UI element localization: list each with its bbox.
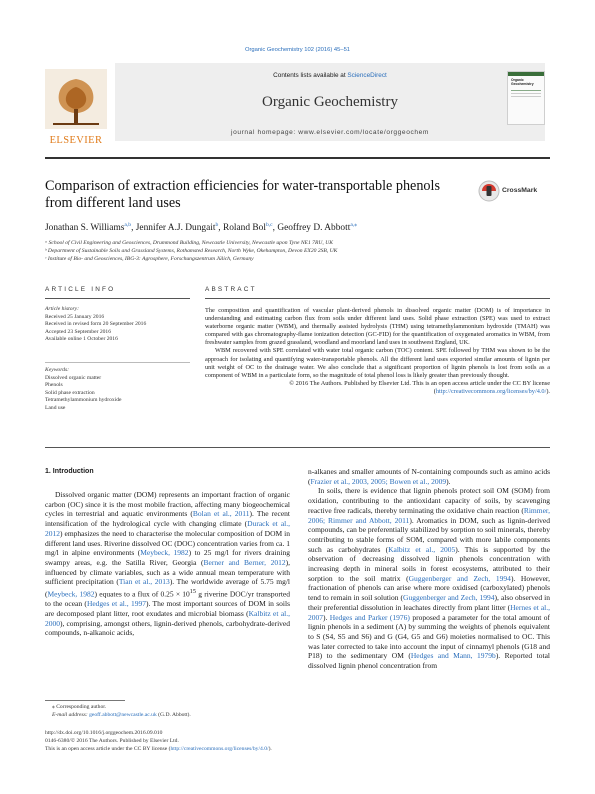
keyword: Solid phase extraction	[45, 389, 95, 396]
citation-link[interactable]: Tian et al., 2013	[118, 577, 170, 587]
section-heading: 1. Introduction	[45, 468, 94, 475]
license-text: © 2016 The Authors. Published by Elsevier Ltd. This is an open access article under the CC BY license (	[289, 379, 550, 395]
masthead-rule	[45, 157, 550, 159]
article-history	[45, 306, 175, 344]
oa-prefix: This is an open access article under the CC BY license (	[45, 746, 171, 752]
citation-link[interactable]: Hedges and Mann, 1979b	[410, 651, 496, 661]
abstract-paragraph: WBM recovered with SPE correlated with water total organic carbon (TOC) content. SPE followed by THM was shown to be the approach for isolating and quantifying water-transportable phenols. All the different land uses exported similar amounts of lignin per unit weight of OC to the drainage water. We also conclude that a significant proportion of lignin phenols is lost from soils as a component of WBM in a particulate form, so the magnitude of total phenol loss is likely greater than previously thought.	[205, 347, 550, 379]
citation-link[interactable]: Kalbitz et al., 2000	[45, 608, 290, 628]
affiliation: ᵃ School of Civil Engineering and Geosciences, Drummond Building, Newcastle University, Newcastle upon Tyne NE1 7RU, UK	[45, 240, 333, 246]
doi-link[interactable]: http://dx.doi.org/10.1016/j.orggeochem.2016.09.010	[45, 730, 163, 736]
sciencedirect-link[interactable]: ScienceDirect	[347, 72, 387, 79]
contents-prefix: Contents lists available at	[273, 72, 348, 79]
oa-license-link[interactable]: http://creativecommons.org/licenses/by/4.0/	[170, 746, 269, 752]
keyword: Dissolved organic matter	[45, 374, 102, 381]
author-affiliation-link[interactable]: b,c	[265, 222, 273, 228]
license-link[interactable]: http://creativecommons.org/licenses/by/4.0/	[435, 387, 547, 395]
elsevier-logo	[45, 69, 107, 146]
author-affiliation-link[interactable]: a,b	[124, 222, 132, 228]
contents-available-text	[115, 72, 545, 79]
abstract-bottom-rule	[45, 447, 550, 448]
history-item: Received in revised form 20 September 2016	[45, 321, 147, 328]
keyword: Tetramethylammonium hydroxide	[45, 397, 122, 404]
corresponding-author-note: ⁎ Corresponding author.	[52, 704, 107, 710]
email-suffix: (G.D. Abbott).	[156, 712, 191, 718]
author-list: Jonathan S. Williams$^{a,b}$, Jennifer A.J. Dungait$^b$, Roland Bol$^{b,c}$, Geoffrey D. Abbott$^{a,⁎}$	[45, 222, 357, 234]
abstract-rule	[205, 298, 550, 299]
author-name: Roland Bol	[222, 223, 266, 234]
intro-paragraph: Dissolved organic matter (DOM) represents an important fraction of organic carbon (OC) since it is the most mobile fraction, affecting many biogeochemical cycles in terrestrial and aquatic environments (Bolan et al., 2011). The recent intensification of the hydrological cycle with changing climate (Durack et al., 2012) emphasizes the need to characterise the molecular composition of DOM in different land uses. Riverine dissolved OC (DOC) concentration varies from ca. 1 mg/l in alpine environments (Meybeck, 1982) to 25 mg/l for rivers draining swampy areas, e.g. the Satilla River, Georgia (Berner and Berner, 2012), influenced by climate variables, such as a wide annual mean temperature with sufficient precipitation (Tian et al., 2013). The worldwide average of 5.75 mg/l (Meybeck, 1982) equates to a flux of $0.25 \times 10^{15}$ g riverine DOC/yr transported to the ocean (Hedges et al., 1997). The most important sources of DOM in soils are decomposed plant litter, root exudates and microbial biomass (Kalbitz et al., 2000), comprising, amongst others, lignin-derived phenols, carbohydrate-derived compounds, n-alkanoic acids,	[45, 490, 291, 638]
intro-paragraph: In soils, there is evidence that lignin phenols protect soil OM (SOM) from oxidation, contributing to the antioxidant capacity of soils, by scavenging reactive free radicals, thereby terminating the oxidative chain reaction (Rimmer, 2006; Rimmer and Abbott, 2011). Aromatics in DOM, such as lignin-derived compounds, can be preferentially stabilized by sorption to soil minerals, thereby contributing to stable forms of SOM, compared with more labile components such as carbohydrates (Kalbitz et al., 2005). This is supported by the observation of decreasing dissolved lignin phenols concentration with increasing depth in mineral soils in forest ecosystems, attributed to their sorption to the soil matrix (Guggenberger and Zech, 1994). However, fractionation of phenols can arise where more oxidised (carboxylated) phenols tend to remain in soil solution (Guggenberger and Zech, 1994), also observed in their preferential dissolution in leachates directly from plant litter (Hernes et al., 2007). Hedges and Parker (1976) proposed a parameter for the total amount of lignin phenols in a sediment (Λ) by summing the weights of phenols equivalent to S (S4, S5 and S6) and G (G4, G5 and G6) moieties normalised to OC. This was later corrected to take into account the input of cinnamyl phenols (G18 and P18) to the sedimentary OM (Hedges and Mann, 1979b). Reported total dissolved lignin phenol concentration from	[308, 486, 550, 671]
citation-link[interactable]: Berner and Berner, 2012	[203, 557, 286, 567]
email-label: E-mail address:	[52, 712, 90, 718]
journal-cover-thumbnail[interactable]	[507, 71, 545, 125]
open-access-line	[45, 746, 272, 753]
history-item: Available online 1 October 2016	[45, 336, 118, 343]
abstract-header: ABSTRACT	[205, 286, 257, 293]
journal-reference-link[interactable]: Organic Geochemistry 102 (2016) 45–51	[244, 47, 351, 53]
intro-right-column	[308, 467, 550, 671]
keyword: Land use	[45, 404, 66, 411]
keywords-rule	[45, 362, 190, 363]
article-title: Comparison of extraction efficiencies for water-transportable phenols from different land uses	[45, 178, 440, 211]
history-label: Article history:	[45, 306, 80, 312]
citation-link[interactable]: Frazier et al., 2003, 2005; Bowen et al., 2009	[310, 476, 447, 486]
keywords-label: Keywords:	[45, 367, 70, 373]
intro-left-column	[45, 490, 290, 638]
author-name: Jonathan S. Williams	[45, 223, 125, 234]
journal-homepage[interactable]: journal homepage: www.elsevier.com/locate/orggeochem	[231, 129, 429, 136]
keywords-block	[45, 367, 175, 413]
crossmark-label: CrossMark	[502, 187, 538, 194]
crossmark-icon	[478, 180, 500, 202]
citation-link[interactable]: Guggenberger and Zech, 1994	[403, 593, 495, 603]
abstract-license	[205, 380, 550, 396]
citation-link[interactable]: Rimmer, 2006; Rimmer and Abbott, 2011	[308, 505, 550, 525]
author-affiliation-link[interactable]: a,⁎	[350, 222, 357, 228]
footnote-rule	[45, 700, 125, 701]
crossmark-badge[interactable]	[478, 180, 548, 202]
citation-link[interactable]: Meybeck, 1982	[47, 589, 95, 599]
citation-link[interactable]: Bolan et al., 2011	[192, 509, 250, 519]
citation-link[interactable]: Hedges et al., 1997	[86, 599, 146, 609]
affiliation: ᶜ Institute of Bio- and Geosciences, IBG-3: Agrosphere, Forschungszentrum Jülich, Germany	[45, 256, 254, 262]
issn-line: 0146-6380/© 2016 The Authors. Published by Elsevier Ltd.	[45, 738, 179, 744]
abstract-body	[205, 307, 550, 396]
email-link[interactable]: geoff.abbott@newcastle.ac.uk	[89, 712, 157, 718]
info-rule	[45, 298, 190, 299]
history-item: Received 25 January 2016	[45, 313, 105, 320]
citation-link[interactable]: Durack et al., 2012	[45, 519, 290, 538]
cover-title: Organic Geochemistry	[511, 78, 534, 86]
intro-paragraph: n-alkanes and smaller amounts of N-containing compounds such as amino acids (Frazier et al., 2003, 2005; Bowen et al., 2009).	[308, 467, 550, 486]
oa-suffix: ).	[268, 746, 272, 752]
elsevier-wordmark: ELSEVIER	[49, 135, 103, 146]
affiliation: ᵇ Department of Sustainable Soils and Grassland Systems, Rothamsted Research, North Wyke, Okehampton, Devon EX20 2SB, UK	[45, 248, 338, 254]
citation-link[interactable]: Guggenberger and Zech, 1994	[408, 573, 511, 583]
author-name: Jennifer A.J. Dungait	[135, 223, 216, 234]
elsevier-tree-icon	[45, 69, 107, 129]
journal-masthead	[45, 63, 550, 151]
citation-link[interactable]: Kalbitz et al., 2005	[388, 544, 456, 554]
abstract-paragraph: The composition and quantification of vascular plant-derived phenols in dissolved organic matter (DOM) is of importance in understanding and estimating carbon flux from soils under different land uses. Solid phase extraction (SPE) was used to extract waterborne organic matter (WBM), and thermally assisted hydrolysis (THM) using tetramethylammonium hydroxide (TMAH) was compared with gas chromatography-flame ionization detection (GC-FID) for the quantification of oxygenated aromatics in WBM, from freshwater samples from grazed grassland, woodland and moorland land uses in southwest England, UK.	[205, 307, 550, 347]
author-name: Geoffrey D. Abbott	[277, 223, 351, 234]
history-item: Accepted 23 September 2016	[45, 328, 112, 335]
email-line	[52, 712, 191, 719]
citation-link[interactable]: Hernes et al., 2007	[308, 602, 550, 622]
keyword: Phenols	[45, 382, 63, 389]
citation-link[interactable]: Meybeck, 1982	[140, 548, 189, 558]
journal-title: Organic Geochemistry	[262, 94, 398, 110]
author-affiliation-link[interactable]: b	[215, 222, 219, 228]
citation-link[interactable]: Hedges and Parker (1976)	[329, 612, 410, 622]
license-end: ).	[546, 387, 550, 395]
article-info-header: ARTICLE INFO	[45, 286, 116, 293]
